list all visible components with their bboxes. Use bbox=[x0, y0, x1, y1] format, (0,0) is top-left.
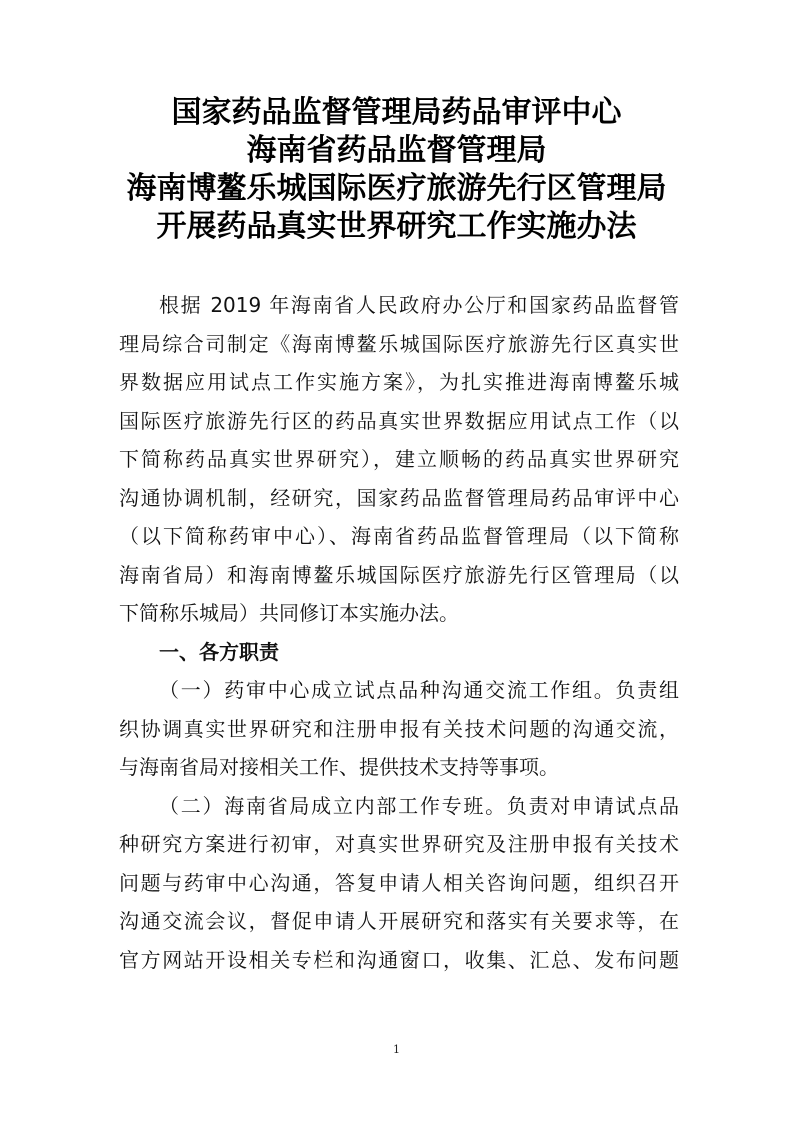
paragraph-line: 下简称乐城局）共同修订本实施办法。 bbox=[119, 601, 459, 625]
paragraph-line: 沟通交流会议，督促申请人开展研究和落实有关要求等，在 bbox=[119, 909, 679, 933]
paragraph-line: 织协调真实世界研究和注册申报有关技术问题的沟通交流， bbox=[119, 716, 679, 741]
paragraph-line: 与海南省局对接相关工作、提供技术支持等事项。 bbox=[119, 755, 559, 779]
paragraph-line: 种研究方案进行初审，对真实世界研究及注册申报有关技术 bbox=[119, 832, 679, 856]
paragraph-line: 沟通协调机制，经研究，国家药品监督管理局药品审评中心 bbox=[119, 485, 679, 510]
paragraph-line: 海南省局）和海南博鳌乐城国际医疗旅游先行区管理局（以 bbox=[119, 562, 679, 587]
paragraph-line: （以下简称药审中心）、海南省药品监督管理局（以下简称 bbox=[119, 524, 679, 548]
title-line-3: 海南博鳌乐城国际医疗旅游先行区管理局 bbox=[126, 171, 667, 206]
paragraph-line: 问题与药审中心沟通，答复申请人相关咨询问题，组织召开 bbox=[119, 870, 679, 895]
paragraph-line: 官方网站开设相关专栏和沟通窗口，收集、汇总、发布问题 bbox=[119, 947, 679, 972]
document-title bbox=[0, 94, 793, 246]
section-heading: 一、各方职责 bbox=[159, 639, 279, 664]
paragraph-line: 界数据应用试点工作实施方案》，为扎实推进海南博鳌乐城 bbox=[119, 370, 679, 394]
title-line-4: 开展药品真实世界研究工作实施办法 bbox=[156, 209, 637, 244]
paragraph-line: 国际医疗旅游先行区的药品真实世界数据应用试点工作（以 bbox=[119, 408, 679, 433]
paragraph-line: （二）海南省局成立内部工作专班。负责对申请试点品 bbox=[159, 793, 679, 818]
title-line-2: 海南省药品监督管理局 bbox=[246, 133, 547, 168]
document-body bbox=[119, 286, 679, 979]
page-number: 1 bbox=[393, 1043, 400, 1056]
paragraph-line: 根据 2019 年海南省人民政府办公厅和国家药品监督管 bbox=[159, 293, 679, 317]
paragraph-line: 下简称药品真实世界研究），建立顺畅的药品真实世界研究 bbox=[119, 447, 679, 471]
paragraph-line: （一）药审中心成立试点品种沟通交流工作组。负责组 bbox=[159, 678, 679, 702]
title-line-1: 国家药品监督管理局药品审评中心 bbox=[171, 95, 622, 130]
paragraph-line: 理局综合司制定《海南博鳌乐城国际医疗旅游先行区真实世 bbox=[119, 331, 679, 356]
